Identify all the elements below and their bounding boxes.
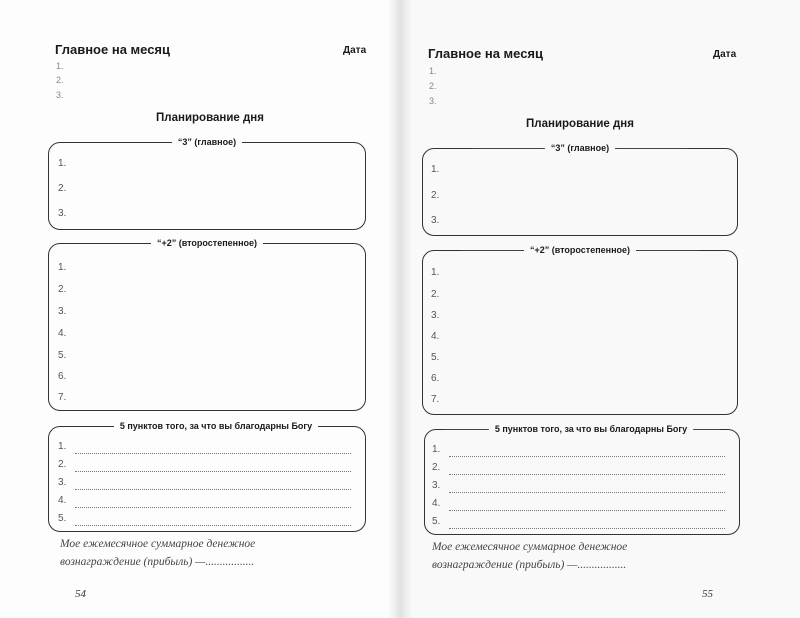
date-label: Дата (713, 49, 737, 60)
write-line (75, 525, 351, 526)
list-item-number: 2. (58, 459, 67, 470)
main-tasks-box-title: ———————— “3” (главное) ———————— (472, 143, 688, 153)
list-item-number: 2. (58, 183, 67, 194)
list-item-number: 4. (58, 495, 67, 506)
list-item-number: 6. (431, 373, 440, 384)
income-line-1: Мое ежемесячное суммарное денежное (432, 541, 628, 553)
main-tasks-box-title: ———————— “3” (главное) ———————— (99, 137, 315, 147)
write-line (449, 456, 725, 457)
list-item-number: 3. (58, 306, 67, 317)
list-item-number: 5. (58, 350, 67, 361)
secondary-tasks-box-title: ——————— “+2” (второстепенное) ——————— (460, 245, 700, 255)
main-tasks-box (422, 143, 738, 236)
income-line-2: вознаграждение (прибыль) —................. (432, 559, 627, 571)
date-label: Дата (343, 45, 367, 56)
secondary-tasks-box (422, 245, 738, 415)
list-item-number: 3. (58, 208, 67, 219)
write-line (75, 453, 351, 454)
gratitude-box (48, 421, 366, 532)
right-page (400, 0, 800, 618)
month-item-number: 3. (429, 96, 437, 106)
month-item-number: 3. (56, 90, 64, 100)
list-item-number: 7. (58, 392, 67, 403)
day-plan-title: Планирование дня (156, 112, 264, 124)
day-plan-title: Планирование дня (526, 118, 634, 130)
list-item-number: 2. (58, 284, 67, 295)
gratitude-box-title: ————— 5 пунктов того, за что вы благодарны Богу ——— (68, 421, 346, 431)
write-line (75, 471, 351, 472)
write-line (449, 474, 725, 475)
secondary-tasks-box (48, 238, 366, 411)
list-item-number: 3. (431, 310, 440, 321)
list-item-number: 1. (431, 267, 440, 278)
list-item-number: 2. (431, 190, 440, 201)
list-item-number: 2. (431, 289, 440, 300)
gratitude-box-title: ————— 5 пунктов того, за что вы благодарны Богу ——— (443, 424, 721, 434)
list-item-number: 4. (58, 328, 67, 339)
income-line-2: вознаграждение (прибыль) —................. (60, 556, 255, 568)
list-item-number: 7. (431, 394, 440, 405)
list-item-number: 1. (58, 158, 67, 169)
list-item-number: 3. (432, 480, 441, 491)
month-title: Главное на месяц (55, 42, 171, 57)
month-item-number: 1. (429, 66, 437, 76)
book-gutter-shadow (388, 0, 412, 618)
month-item-number: 1. (56, 61, 64, 71)
write-line (75, 507, 351, 508)
gratitude-box (424, 424, 740, 535)
list-item-number: 1. (432, 444, 441, 455)
month-item-number: 2. (429, 81, 437, 91)
secondary-tasks-box-title: ——————— “+2” (второстепенное) ——————— (87, 238, 327, 248)
list-item-number: 2. (432, 462, 441, 473)
main-tasks-box (48, 137, 366, 230)
list-item-number: 5. (58, 513, 67, 524)
list-item-number: 3. (431, 215, 440, 226)
list-item-number: 1. (58, 441, 67, 452)
income-line-1: Мое ежемесячное суммарное денежное (60, 538, 256, 550)
write-line (449, 492, 725, 493)
write-line (449, 510, 725, 511)
month-title: Главное на месяц (428, 46, 544, 61)
list-item-number: 5. (431, 352, 440, 363)
list-item-number: 3. (58, 477, 67, 488)
list-item-number: 1. (431, 164, 440, 175)
write-line (449, 528, 725, 529)
page-number: 54 (75, 588, 86, 600)
list-item-number: 6. (58, 371, 67, 382)
list-item-number: 4. (431, 331, 440, 342)
list-item-number: 1. (58, 262, 67, 273)
page-number: 55 (702, 588, 713, 600)
write-line (75, 489, 351, 490)
list-item-number: 4. (432, 498, 441, 509)
list-item-number: 5. (432, 516, 441, 527)
month-item-number: 2. (56, 75, 64, 85)
